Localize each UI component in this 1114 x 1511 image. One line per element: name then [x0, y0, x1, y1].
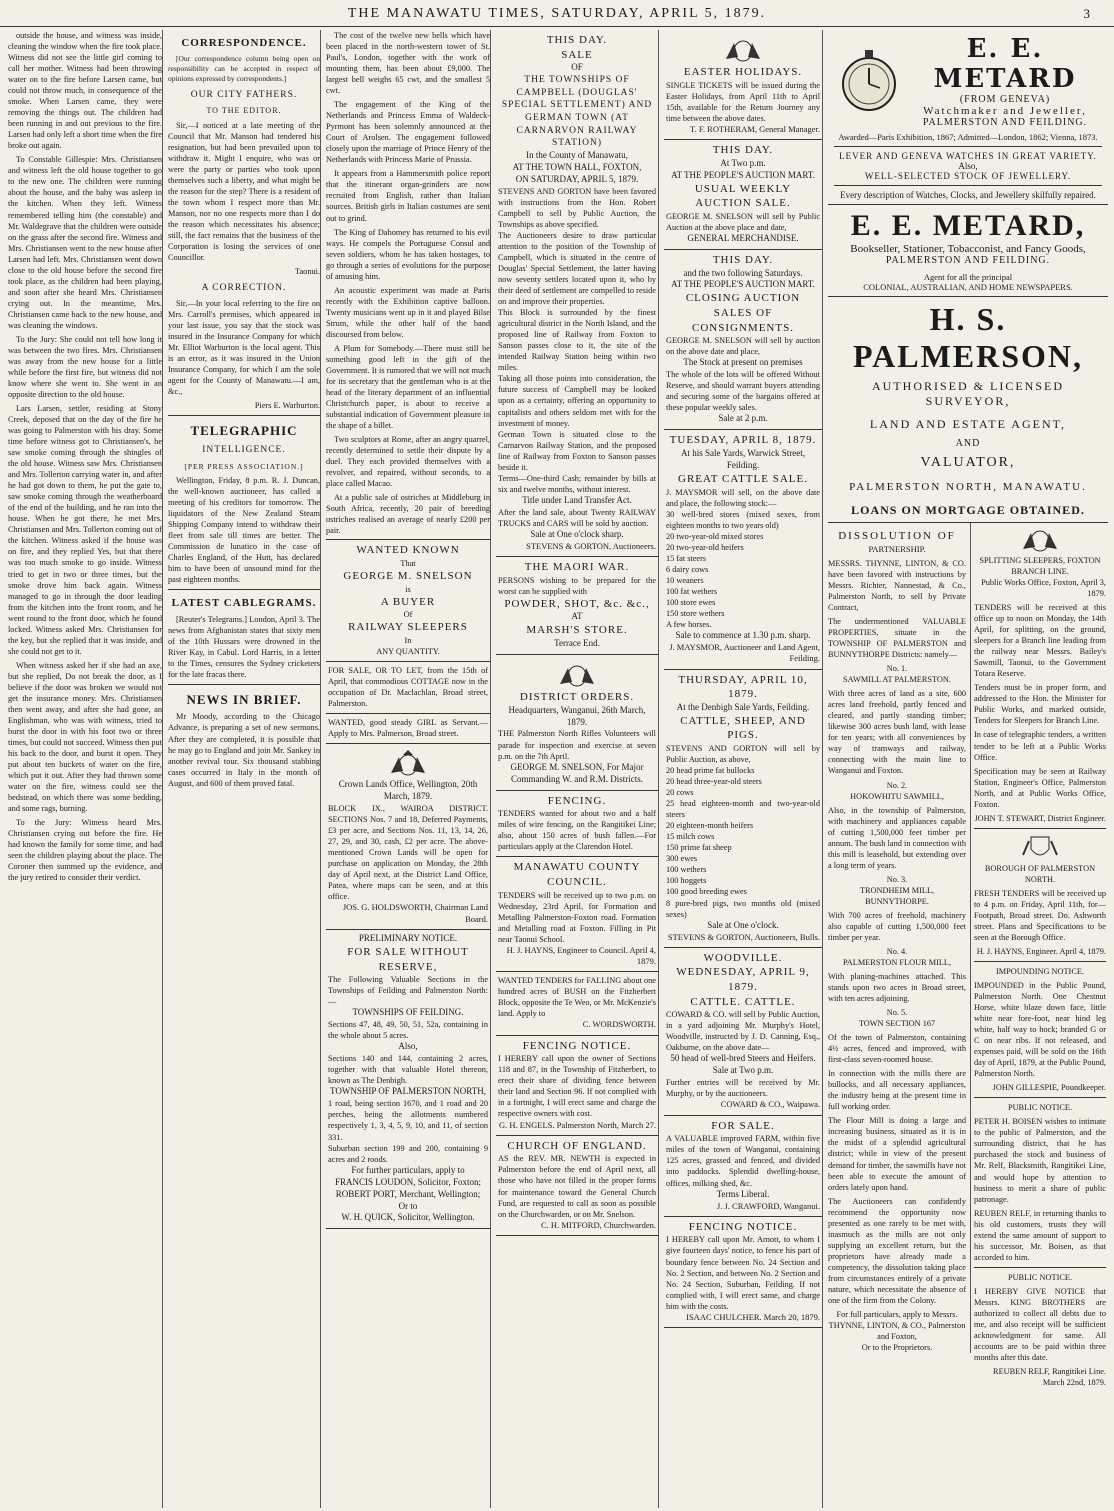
ad-heading: E. E. METARD: [933, 34, 1077, 94]
ad-metard-bookseller: [828, 205, 1108, 297]
ad-maori-war: THE MAORI WAR. PERSONS wishing to be prepared for the worst can be supplied with POWDER, SHOT, &c. &c., AT MARSH'S STORE. Terrace End.: [496, 557, 658, 655]
paragraph: It appears from a Hammersmith police report that the itinerant organ-grinders are now recruited from English, rather than Italian sources. British girls in Italian costumes are sent out to grind.: [326, 169, 490, 223]
ad-line: AND: [955, 438, 981, 449]
ad-consignments: THIS DAY. and the two following Saturdays. AT THE PEOPLE'S AUCTION MART. CLOSING AUCTION SALES OF CONSIGNMENTS. GEORGE M. SNELSON will sell by auction on the above date and place, The Stock at present on premises The whole of the lots will be offered Without Reserve, and should warrant buyers attending and securing some of the bargains offered at these popular weekly sales. Sale at 2 p.m.: [664, 250, 822, 431]
ad-line: COLONIAL, AUSTRALIAN, AND HOME NEWSPAPERS.: [863, 282, 1073, 292]
ad-line: In: [404, 635, 412, 645]
press-credit: [PER PRESS ASSOCIATION.]: [184, 462, 304, 472]
paragraph: To the Jury: Witness heard Mrs. Christiansen crying out before the fire. He had known the family for some time, and had seen the children playing about the place. The Coroner then summed up the evidence, and the jury retired to consider their verdict.: [8, 818, 162, 883]
ad-line: LEVER AND GENEVA WATCHES IN GREAT VARIETY.: [839, 151, 1097, 161]
ad-fencing-notice: FENCING NOTICE. I HEREBY call upon the owner of Sections 118 and 87, in the Township of Fitzherbert, to erect their share of dividing fence between their land and Section 96. If not complied with in a fortnight, I will erect same and charge the respective owners with cost. G. H. ENGELS. Palmerston North, March 27.: [496, 1036, 658, 1136]
paragraph: At a public sale of ostriches at Middleburg in South Africa, recently, 20 pair of breeding ostriches realised an average of nearly £200 per pair.: [326, 493, 490, 536]
ad-line: GEORGE M. SNELSON: [343, 570, 473, 583]
pocket-watch-icon: [834, 46, 904, 116]
section-heading: TELEGRAPHIC: [190, 423, 298, 439]
ad-district-orders: DISTRICT ORDERS. Headquarters, Wanganui, 26th March, 1879. THE Palmerston North Rifles Volunteers will parade for inspection and exercise at seven p.m. on the 7th April. GEORGE M. SNELSON, For Major Commanding W. and R.M. Districts.: [496, 655, 658, 791]
ad-line: VALUATOR,: [920, 455, 1016, 470]
ad-line: LOANS ON MORTGAGE OBTAINED.: [851, 503, 1085, 517]
ad-church: CHURCH OF ENGLAND. AS the REV. MR. NEWTH is expected in Palmerston before the end of April next, all those who have not filled in the proper forms for maintenance toward the General Church Fund, are requested to call as soon as possible on the Churchwarden, or on Mr. Snelson. C. H. MITFORD, Churchwarden.: [496, 1136, 658, 1236]
ad-line: Bookseller, Stationer, Tobacconist, and Fancy Goods,: [850, 243, 1086, 255]
paragraph: When witness asked her if she had an axe, but she replied, Do not break the door, as I believe if the door was broken we would not get the insurance money. Mrs. Christiansen then went away, and after she had gone, an Englishman, who was with witness, tried to burst the door in with his foot two or three times, but could not succeed. Witness then put his back to the door, and burst it open. They put about ten buckets of water on the fire, which put it out. After they had thrown some water on the fire, witness could see the bedstead, on which there was some bedding, and some rags, burning.: [8, 660, 162, 814]
column-items-ads: [326, 30, 491, 1508]
letter-signature: Piers E. Warburton.: [254, 401, 320, 411]
paragraph: The King of Dahomey has returned to his evil ways. He compels the Portuguese Consul and seven soldiers, whom he has taken hostages, to go through a series of evolutions for the purpose of amusing him.: [326, 227, 490, 281]
royal-crest-icon: [385, 749, 431, 777]
ad-line: Also,: [958, 161, 978, 171]
section-heading: CORRESPONDENCE.: [181, 37, 307, 49]
divider: [974, 1267, 1106, 1268]
ad-township-sale: THIS DAY. SALE OF THE TOWNSHIPS OF CAMPBELL (DOUGLAS' SPECIAL SETTLEMENT) AND GERMAN TOWN (AT CARNARVON RAILWAY STATION) In the County of Manawatu, AT THE TOWN HALL, FOXTON, ON SATURDAY, APRIL 5, 1879. STEVENS AND GORTON have been favored with instructions from the Hon. Robert Campbell to sell by Public Auction, the Townships as above specified. The Auctioneers desire to draw particular attention to the position of the Township of Campbell, which is situated in the centre of Douglas' Special Settlement, the latter having now seventy settlers located upon it, who by their deed of settlement are compelled to reside on and improve their properties. This Block is surrounded by the finest agricultural district in the North Island, and the proposed line of Railway from Foxton to Sanson passes close to it, the site of the intended Railway Station being within two miles. Taking all those points into consideration, the future success of Campbell may be looked upon as a certainty, offering an opportunity to capitalists and others seldom met with for the investment of money. German Town is situated close to the Carnarvon Railway Station, and the proposed line of Railway from Foxton to Sanson passes beside it. Terms—One-third Cash; remainder by bills at six and twelve months, without interest. Title under Land Transfer Act. After the land sale, about Twenty RAILWAY TRUCKS and CARS will be sold by auction. Sale at One o'clock sharp. STEVENS & GORTON, Auctioneers.: [496, 30, 658, 557]
royal-crest-icon: [1017, 525, 1063, 553]
ad-line: RAILWAY SLEEPERS: [348, 621, 468, 634]
ad-metard-watchmaker: [828, 30, 1108, 205]
column-dissolution: DISSOLUTION OF PARTNERSHIP. MESSRS. THYNNE, LINTON, & CO. have been favored with instructions by Messrs. Richter, Nannestad, & Co., Palmerston North, to sell by Private Contract, The undermentioned VALUABLE PROPERTIES, situate in the TOWNSHIP OF PALMERSTON and BUNNYTHORPE Districts: namely— No. 1. SAWMILL AT PALMERSTON. With three acres of land as a site, 600 acres land freehold, partly fenced and cleared, and partly standing timber; likewise 300 acres bush land, with lease for ten years; with all conveniences by way of tramways and railway, connecting with the main line to Wanganui and Foxton. No. 2. HOKOWHITU SAWMILL, Also, in the township of Palmerston, with machinery and appliances capable of cutting 1,500,000 feet timber per annum. The bush land in connection with this mill is leasehold, but extending over a long term of years. No. 3. TRONDHEIM MILL, BUNNYTHORPE. With 700 acres of freehold, machinery also capable of cutting 1,500,000 feet timber per year. No. 4. PALMERSTON FLOUR MILL, With planing-machines attached. This stands upon two acres in Broad street, with ten acres adjoining. No. 5. TOWN SECTION 167 Of the town of Palmerston, containing 4½ acres, fenced and improved, with first-class seven-roomed house. In connection with the mills there are bullocks, and all necessary appliances, the industry being at the present time in full working order. The Flour Mill is doing a large and increasing business, situated as it is in the midst of a splendid agricultural district; while in view of the present demand for timber, the sawmills have not been able to execute the amount of orders lately upon hand. The Auctioneers can confidently recommend the opportunity now presented as one rarely to be met with, inasmuch as the mills are not only supplying an excellent return, but the proprietors have already made a competency, the dissolution taking place from circumstances entirely of a private nature, which necessitate the absence of one of the firm from the Colony. For full particulars, apply to Messrs. THYNNE, LINTON, & CO., Palmerston and Foxton, Or to the Proprietors.: [828, 523, 971, 1353]
ad-palmerson: [828, 297, 1108, 523]
ad-line: PALMERSTON AND FEILDING.: [885, 255, 1051, 266]
editor-note: [Our correspondence column being open on responsibility can be accepted in respect of opinions expressed by correspondents.]: [168, 53, 320, 83]
divider: [168, 684, 320, 685]
ad-wanted-girl: WANTED, good steady GIRL as Servant.—Apply to Mrs. Palmerson, Broad street.: [326, 714, 490, 744]
divider: [168, 415, 320, 416]
ad-line: ANY QUANTITY.: [376, 647, 440, 656]
ad-line: PALMERSTON NORTH, MANAWATU.: [849, 481, 1087, 493]
section-heading: NEWS IN BRIEF.: [186, 692, 302, 708]
ad-crown-lands: Crown Lands Office, Wellington, 20th March, 1879. BLOCK IX., WAIROA DISTRICT. SECTIONS Nos. 7 and 18, Deferred Payments, £3 per acre, and Sections Nos. 11, 13, 14, 26, 27, 29, and 30, cash, £2 per acre. The above-mentioned Crown Lands will be open for purchase on application on Monday, the 28th day of April next, at the District Land Office, Patea, where maps can be seen, and at this office. JOS. G. HOLDSWORTH, Chairman Land Board.: [326, 744, 490, 930]
right-ads: [828, 30, 1108, 1508]
ad-line: Watchmaker and Jeweller,: [923, 105, 1087, 117]
divider: [974, 828, 1106, 829]
borough-crest-icon: [1017, 833, 1063, 861]
paragraph: Lars Larsen, settler, residing at Stony Creek, deposed that on the day of the fire he was going to Palmerston with his dray. Some time before witness got to Christiansen's, he saw smoke coming through the shingles of the old house. Witness saw Mrs. Christiansen and Mrs. Tollerton carrying water in, and after he had got down to them, he put the gate to, saw smoke coming through the weatherboard of the end of the building, and he ran into the house. When he got there, he met Mrs. Christiansen and Mrs. Tollerton coming out of the kitchen. Witness asked if the house was on fire, and they replied Yes, but that there was too much smoke to go inside. Witness tried to get in two or three times, but the smoke drove him back again. Witness managed to go in through the door leading from the kitchen into the front room, and he went round to the front door, which he found locked. Witness asked Mrs. Christiansen for the key, but she replied that it was inside, and she could not get to it.: [8, 404, 162, 656]
ad-line: is: [405, 584, 411, 594]
ad-tenders: WANTED TENDERS for FALLING about one hundred acres of BUSH on the Fitzherbert Block, opposite the Te Weo, or Mr. McKenzie's land. Apply to C. WORDSWORTH.: [496, 972, 658, 1035]
column-auctions: [664, 30, 823, 1508]
letter-signature: Taonui.: [295, 267, 320, 277]
divider: [834, 185, 1102, 186]
column-inquest: [8, 30, 163, 1508]
ad-cattle-sale: TUESDAY, APRIL 8, 1879. At his Sale Yards, Warwick Street, Feilding. GREAT CATTLE SALE. J. MAYSMOR will sell, on the above date and place, the following stock:— 30 well-bred stores (mixed sexes, from eighteen months to two years old) 20 two-year-old mixed stores 20 two-year-old heifers 15 fat steers 6 dairy cows 10 weaners 100 fat wethers 100 store ewes 150 store wethers A few horses. Sale to commence at 1.30 p.m. sharp. J. MAYSMOR, Auctioneer and Land Agent, Feilding.: [664, 430, 822, 669]
ad-line: A BUYER: [380, 595, 436, 608]
ad-line: LAND AND ESTATE AGENT,: [869, 417, 1067, 431]
masthead-title: THE MANAWATU TIMES, SATURDAY, APRIL 5, 1879.: [347, 6, 767, 21]
letter-heading: OUR CITY FATHERS.: [190, 89, 298, 100]
ad-line: Of: [403, 610, 413, 620]
ad-denbigh-sale: THURSDAY, APRIL 10, 1879. At the Denbigh Sale Yards, Feilding. CATTLE, SHEEP, AND PIGS. STEVENS AND GORTON will sell by Public Auction, as above, 20 head prime fat bullocks 20 head three-year-old steers 20 cows 25 head eighteen-month and two-year-old steers 20 eighteen-month heifers 15 milch cows 150 prime fat sheep 300 ewes 100 wethers 100 hoggets 100 good breeding ewes 8 pure-bred pigs, two months old (mixed sexes) Sale at One o'clock. STEVENS & GORTON, Auctioneers, Bulls.: [664, 670, 822, 948]
ad-line: Awarded—Paris Exhibition, 1867; Admitted—London, 1862; Vienna, 1873.: [838, 132, 1098, 142]
ad-preliminary: PRELIMINARY NOTICE. FOR SALE WITHOUT RESERVE, The Following Valuable Sections in the Townships of Feilding and Palmerston North:— TOWNSHIPS OF FEILDING. Sections 47, 48, 49, 50, 51, 52a, containing in the whole about 5 acres. Also, Sections 140 and 144, containing 2 acres, together with that valuable Hotel thereon, known as The Denbigh. TOWNSHIP OF PALMERSTON NORTH, 1 road, being section 1670, and 1 road and 20 perches, being the allotments numbered respectively 1, 3, 4, 5, 9, 10, and 11, of section 331. Suburban section 199 and 200, containing 9 acres and 2 roods. For further particulars, apply to FRANCIS LOUDON, Solicitor, Foxton; ROBERT PORT, Merchant, Wellington; Or to W. H. QUICK, Solicitor, Wellington.: [326, 930, 490, 1229]
section-subheading: INTELLIGENCE.: [202, 445, 286, 456]
ad-wanted-known: [326, 539, 490, 662]
page-number: 3: [1083, 6, 1090, 21]
ad-heading: E. E. METARD,: [850, 209, 1086, 242]
cable-text: [Reuter's Telegrams.] London, April 3. The news from Afghanistan states that sixty men of the 10th Hussars were drowned in the River Kay, in Cabul. Lord Harris, in a letter to the Times, censures the Sydney cricketers for the late fracas there.: [168, 614, 320, 680]
ad-fencing-notice-2: FENCING NOTICE. I HEREBY call upon Mr. Arnott, to whom I give fourteen days' notice, to fence his part of boundary fence between No. 24 Section and No. 2 Section, and between No. 2 Section and No. 24 Section, Suburban, Feilding. If not complied with, I will erect same, and charge him with the costs. ISAAC CHULCHER. March 20, 1879.: [664, 1217, 822, 1328]
ad-heading: H. S. PALMERSON,: [852, 301, 1084, 374]
ad-line: Agent for all the principal: [923, 272, 1013, 282]
column-sales: [496, 30, 659, 1508]
news-text: Mr Moody, according to the Chicago Advance, is preparing a set of new sermons. After they are completed, it is possible that he may go to England and join Mr. Sankey in another revival tour. Six thousand stabbing cases occurred in Italy in the month of August, and 600 of them proved fatal.: [168, 712, 320, 788]
ad-easter: EASTER HOLIDAYS. SINGLE TICKETS will be issued during the Easter Holidays, from April 11th to April 15th, available for the Return Journey any time between the above dates. T. F. ROTHERAM, General Manager.: [664, 30, 822, 140]
letter-subheading: TO THE EDITOR.: [206, 106, 282, 116]
telegram-text: Wellington, Friday, 8 p.m. R. J. Duncan, the well-known auctioneer, has called a meeting of his creditors for tomorrow. The liquidators of the New Zealand Steam Shipping Company intend to withdraw their fleet from sale till times are better. The Commission de lunatico in the case of Charles England, of the Hutt, has declared him to have been of unsound mind for the past eighteen months.: [168, 476, 320, 585]
ad-heading: WANTED KNOWN: [356, 544, 460, 557]
paragraph: To the Jury: She could not tell how long it was between the two fires. Mrs. Christiansen was away from the new house for a little while before the first fire, but witness did not know where she went to. She went in an opposite direction to the old house.: [8, 334, 162, 399]
paragraph: The cost of the twelve new bells which have been placed in the north-western tower of St. Paul's, London, together with the work of mounting them, has been about £9,000. The largest bell weighs 65 cwt, and the smallest 5 cwt.: [326, 31, 490, 96]
ad-cottage: FOR SALE, OR TO LET, from the 15th of April, that commodious COTTAGE now in the occupation of Dr. Maclachlan, Broad street, Palmerston.: [326, 662, 490, 714]
letter-text: Sir,—I noticed at a late meeting of the Council that Mr. Manson had tendered his resignation, but had been prevailed upon to withdraw it. Might I enquire, who was or were the party or parties who took upon themselves such a liberty, and what might be the reason for the step? There is a resident of the town whom I respect more than Mr. Manson, nor no one respects more than I do the reason which necessitates his absence; still, the fact remains that the business of the Corporation is losing the services of one Councillor.: [168, 120, 320, 263]
paragraph: Two sculptors at Rome, after an angry quarrel, recently determined to settle their dispute by a duel. They each provided themselves with a revolver, and repaired, without seconds, to a place called Macao.: [326, 435, 490, 489]
ad-fencing: FENCING. TENDERS wanted for about two and a half miles of wire fencing, on the Rangitikei Line; also, about 150 acres of bush fallen.—For particulars apply at the Clarendon Hotel.: [496, 791, 658, 858]
ad-county-council: MANAWATU COUNTY COUNCIL. TENDERS will be received up to two p.m. on Wednesday, 23rd April, for Formation and Metalling Palmerston-Foxton road. Formation and Metalling road at Foxton. Filling in Pit near Taonui School. H. J. HAYNS, Engineer to Council. April 4, 1879.: [496, 857, 658, 972]
paragraph: To Constable Gillespie: Mrs. Christiansen and witness left the old house together to go to the new one. The children were running about the house, and the baby was asleep in the kitchen. When they left. Witness remembered telling him (the constable) and Mr. Waldegrave that the children were outside on the grass after the second fire. Witness and Mrs. Christiansen went to the new house after Larsen had left. Mrs. Christiansen went down close to the old house before the second fire took place, as the children had been playing, and soon after she heard Mrs. Christiansen crying out. In the meantime, Mrs. Christiansen came back to the new house, and was cleaning the windows.: [8, 155, 162, 330]
lower-right-grid: [828, 523, 1108, 1403]
ad-line: That: [400, 559, 416, 568]
divider: [168, 589, 320, 590]
ad-weekly-sale: THIS DAY. At Two p.m. AT THE PEOPLE'S AUCTION MART. USUAL WEEKLY AUCTION SALE. GEORGE M. SNELSON will sell by Public Auction at the above place and date, GENERAL MERCHANDISE.: [664, 140, 822, 250]
ad-woodville: WOODVILLE. WEDNESDAY, APRIL 9, 1879. CATTLE. CATTLE. COWARD & CO. will sell by Public Auction, in a yard adjoining Mr. Murphy's Hotel, Woodville, instructed by J. D. Canning, Esq., Oakburne, on the above date— 50 head of well-bred Steers and Heifers. Sale at Two p.m. Further entries will be received by Mr. Murphy, or by the auctioneers. COWARD & CO., Waipawa.: [664, 948, 822, 1116]
ad-line: PALMERSTON AND FEILDING.: [922, 117, 1088, 128]
divider: [974, 1097, 1106, 1098]
paragraph: A Plum for Somebody.—There must still be something good left in the gift of the Government. It is rumored that we will not much for its secretary that the gentleman who is at the head of the literary department of an influential Christchurch paper, is about to receive a substantial indication of Government pleasure in the shape of a billet.: [326, 343, 490, 431]
ad-line: (FROM GENEVA): [959, 94, 1051, 105]
ad-line: Every description of Watches, Clocks, and Jewellery skilfully repaired.: [840, 190, 1096, 200]
divider: [834, 146, 1102, 147]
column-correspondence: [168, 30, 321, 1508]
ad-farm-sale: FOR SALE. A VALUABLE improved FARM, within five miles of the town of Wanganui, containing 125 acres, grassed and fenced, and divided into paddocks. Splendid dwelling-house, offices, milking shed, &c. Terms Liberal. J. J. CRAWFORD, Wanganui.: [664, 1116, 822, 1217]
royal-crest-icon: [554, 660, 600, 688]
paragraph: An acoustic experiment was made at Paris recently with the Exhibition captive balloon. Twenty musicians went up in it and played Bilse Strum, while the other half of the band discoursed from below.: [326, 285, 490, 339]
section-heading: LATEST CABLEGRAMS.: [171, 597, 317, 610]
paragraph: The engagement of the King of the Netherlands and Princess Emma of Waldeck-Pyrmont has been solemnly announced at the Court of Arolsen. The engagement followed closely upon the marriage of Prince Henry of the Netherlands with Princess Marie of Prussia.: [326, 100, 490, 165]
letter-heading: A CORRECTION.: [201, 283, 287, 294]
column-notices: SPLITTING SLEEPERS, FOXTON BRANCH LINE. Public Works Office, Foxton, April 3, 1879. TENDERS will be received at this office up to noon on Monday, the 14th April, for splitting, on the ground, sleepers for a Branch line leading from the railway near Messrs. Bailey's Sawmill, Taonui, to the Government Totara Reserve. Tenders must be in proper form, and addressed to the Hon. the Minister for Public Works, and marked outside, Tenders for Sleepers for Branch Line. In case of telegraphic tenders, a written tender to be left at a Public Works Office. Specification may be seen at Railway Station, Engineer's Office, Palmerston North, and at Public Works Office, Foxton. JOHN T. STEWART, District Engineer. BOROUGH OF PALMERSTON NORTH. FRESH TENDERS will be received up to 4 p.m. on Friday, April 11th, for— Footpath, Broad street. Do. Ashworth street. Plans and Specifications to be seen at the Borough Office. H. J. HAYNS, Engineer. April 4, 1879. IMPOUNDING NOTICE. IMPOUNDED in the Public Pound, Palmerston North. One Chestnut Horse, white blaze down face, little white near fore-foot, near hind leg white, half way to hock; branded G or C on near ribs. If not released, and expenses paid, will be sold on the 16th day of April, 1879, at the Public Pound, Palmerston North. JOHN GILLESPIE, Poundkeeper. PUBLIC NOTICE. PETER H. BOISEN wishes to intimate to the public of Palmerston, and the surrounding district, that he has purchased the stock and business of Mr. Relf, Blacksmith, Rangitikei Line, and would hope by attention to business to merit a share of public patronage. REUBEN RELF, in returning thanks to his old customers, trusts they will extend the same amount of support to his successor, Mr. Boisen, as that accorded to him. PUBLIC NOTICE. I HEREBY GIVE NOTICE that Messrs. KING BROTHERS are authorized to collect all debts due to me, and also receipt will be sufficient acknowledgment for same. All accounts are to be paid within three months after this date. REUBEN RELF, Rangitikei Line. March 22nd, 1879.: [974, 523, 1106, 1388]
ad-line: AUTHORISED & LICENSED SURVEYOR,: [872, 379, 1064, 408]
divider: [974, 961, 1106, 962]
royal-crest-icon: [720, 35, 766, 63]
paragraph: outside the house, and witness was inside, cleaning the window when the fire took place. Witness did not see the little girl coming to call her mother. Witness had been throwing water on to the fire before Larsen came, but could not throw much, in consequence of the smoke. When Larsen came, they were removing the things out. The children had been running in and out previous to the fire. Larsen had only left a short time when the fire broke out again.: [8, 31, 162, 151]
letter-text: Sir,—In your local referring to the fire on Mrs. Carroll's premises, which appeared in your last issue, you say that the stock was insured in the Insurance Company for which Mr. Elliot Warburton is the local agent. This is an error, as it was insured in the Union Insurance Company, for which I am the sole agent for the County of Manawatu.—I am, &c.,: [168, 298, 320, 397]
masthead: [0, 0, 1114, 27]
ad-line: WELL-SELECTED STOCK OF JEWELLERY.: [864, 171, 1072, 181]
